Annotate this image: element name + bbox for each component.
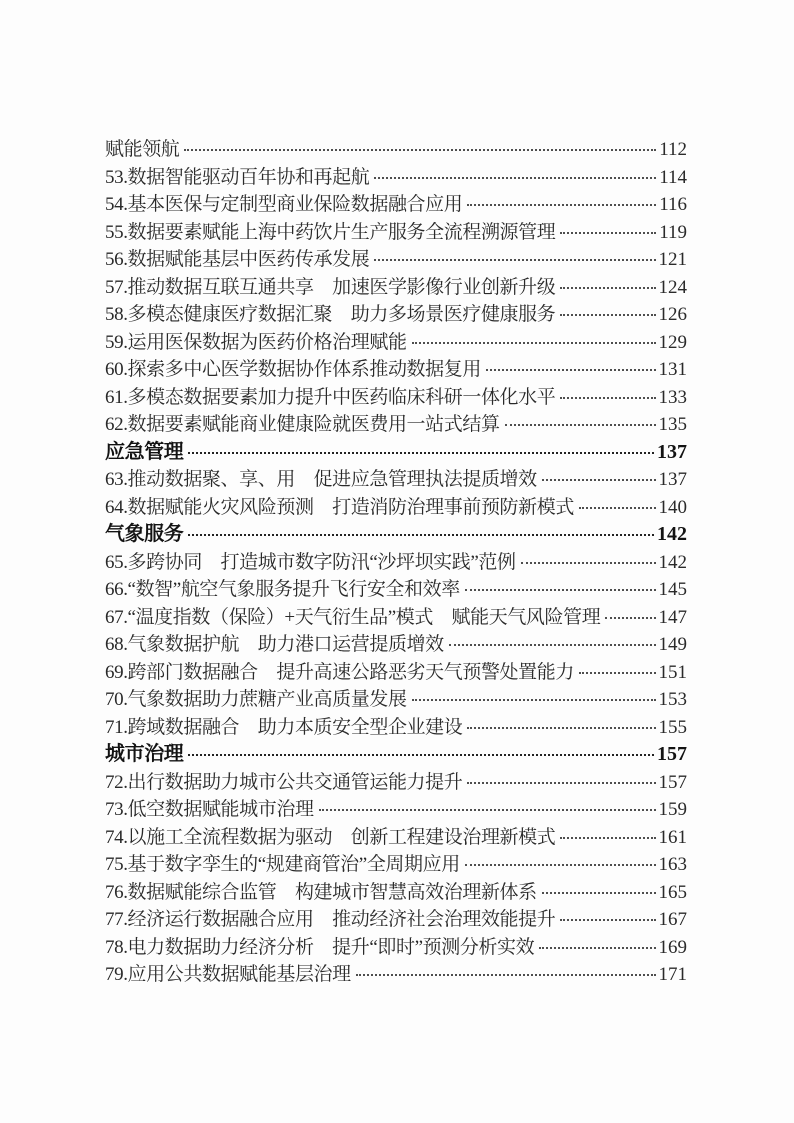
toc-entry-row xyxy=(105,906,687,934)
toc-page-number: 137 xyxy=(657,440,687,463)
dot-leader xyxy=(188,534,654,536)
toc-page-number: 126 xyxy=(658,304,687,325)
toc-entry-label: 60.探索多中心医学数据协作体系推动数据复用 xyxy=(105,359,481,380)
toc-entry-row xyxy=(105,796,687,824)
toc-page-number: 129 xyxy=(658,331,687,353)
toc-entry-label: 77.经济运行数据融合应用 推动经济社会治理效能提升 xyxy=(105,909,556,930)
toc-page-number: 121 xyxy=(658,249,687,270)
dot-leader xyxy=(560,919,655,921)
toc-page-number: 159 xyxy=(658,799,687,820)
dot-leader xyxy=(505,424,656,426)
dot-leader xyxy=(188,754,654,756)
toc-page-number: 163 xyxy=(658,854,687,875)
toc-page-number: 161 xyxy=(658,826,687,848)
toc-entry-label: 69.跨部门数据融合 提升高速公路恶劣天气预警处置能力 xyxy=(105,661,574,683)
dot-leader xyxy=(356,974,656,976)
dot-leader xyxy=(579,672,656,674)
toc-entry-label: 68.气象数据护航 助力港口运营提质增效 xyxy=(105,634,444,655)
toc-entry-row xyxy=(105,219,687,247)
toc-entry-row xyxy=(105,466,687,494)
dot-leader xyxy=(605,617,655,619)
toc-page-number: 131 xyxy=(658,359,687,380)
toc-page-number: 137 xyxy=(658,469,687,490)
toc-entry-label: 57.推动数据互联互通共享 加速医学影像行业创新升级 xyxy=(105,276,556,298)
toc-entry-label: 61.多模态数据要素加力提升中医药临床科研一体化水平 xyxy=(105,386,556,408)
toc-page-number: 142 xyxy=(657,523,687,545)
toc-entry-row xyxy=(105,164,687,192)
toc-page-number: 171 xyxy=(658,964,687,985)
toc-page-number: 124 xyxy=(658,276,687,298)
dot-leader xyxy=(560,837,655,839)
toc-entry-row xyxy=(105,356,687,384)
toc-page-number: 149 xyxy=(658,634,687,655)
dot-leader xyxy=(542,892,656,894)
toc-page-number: 151 xyxy=(658,661,687,683)
toc-page-number: 116 xyxy=(659,194,687,215)
toc-entry-label: 72.出行数据助力城市公共交通管运能力提升 xyxy=(105,771,463,793)
toc-entry-label: 63.推动数据聚、享、用 促进应急管理执法提质增效 xyxy=(105,469,537,490)
toc-entry-label: 64.数据赋能火灾风险预测 打造消防治理事前预防新模式 xyxy=(105,496,574,518)
toc-entry-row xyxy=(105,714,687,742)
toc-entry-label: 赋能领航 xyxy=(105,139,180,160)
dot-leader xyxy=(560,397,655,399)
dot-leader xyxy=(542,479,656,481)
dot-leader xyxy=(188,452,654,454)
toc-entry-row xyxy=(105,851,687,879)
toc-entry-row xyxy=(105,769,687,797)
dot-leader xyxy=(467,727,655,729)
toc-page-number: 169 xyxy=(658,936,687,958)
toc-entry-label: 75.基于数字孪生的“规建商管治”全周期应用 xyxy=(105,854,460,875)
dot-leader xyxy=(560,232,656,234)
toc-page-number: 140 xyxy=(658,496,687,518)
toc-section-row xyxy=(105,741,687,769)
toc-entry-row xyxy=(105,824,687,852)
toc-entry-label: 气象服务 xyxy=(105,523,184,545)
toc-entry-row xyxy=(105,136,687,164)
dot-leader xyxy=(184,149,656,151)
toc-entry-row xyxy=(105,934,687,962)
toc-entry-label: 55.数据要素赋能上海中药饮片生产服务全流程溯源管理 xyxy=(105,221,556,243)
dot-leader xyxy=(539,947,655,949)
toc-entry-label: 78.电力数据助力经济分析 提升“即时”预测分析实效 xyxy=(105,936,535,958)
toc-entry-row xyxy=(105,411,687,439)
toc-entry-row xyxy=(105,329,687,357)
toc-entry-label: 76.数据赋能综合监管 构建城市智慧高效治理新体系 xyxy=(105,881,537,903)
dot-leader xyxy=(486,369,656,371)
toc-entry-label: 73.低空数据赋能城市治理 xyxy=(105,799,314,820)
toc-entry-row xyxy=(105,191,687,219)
dot-leader xyxy=(467,782,655,784)
dot-leader xyxy=(560,287,655,289)
toc-entry-label: 70.气象数据助力蔗糖产业高质量发展 xyxy=(105,689,407,710)
toc-entry-label: 71.跨域数据融合 助力本质安全型企业建设 xyxy=(105,716,463,738)
toc-entry-label: 城市治理 xyxy=(105,743,184,765)
toc-entry-label: 65.多跨协同 打造城市数字防汛“沙坪坝实践”范例 xyxy=(105,551,516,573)
toc-entry-row xyxy=(105,301,687,329)
toc-entry-row xyxy=(105,246,687,274)
toc-page-number: 135 xyxy=(658,414,687,435)
toc-entry-row xyxy=(105,659,687,687)
toc-entry-label: 59.运用医保数据为医药价格治理赋能 xyxy=(105,331,407,353)
toc-section-row xyxy=(105,439,687,467)
toc-entry-row xyxy=(105,631,687,659)
toc-page-number: 112 xyxy=(659,139,687,160)
dot-leader xyxy=(465,589,656,591)
toc-page-number: 133 xyxy=(658,386,687,408)
dot-leader xyxy=(560,314,655,316)
dot-leader xyxy=(412,699,656,701)
toc-page-number: 165 xyxy=(658,881,687,903)
dot-leader xyxy=(465,864,656,866)
toc-page-number: 119 xyxy=(659,221,687,243)
toc-entry-label: 54.基本医保与定制型商业保险数据融合应用 xyxy=(105,194,463,215)
toc-entry-label: 67.“温度指数（保险）+天气衍生品”模式 赋能天气风险管理 xyxy=(105,606,601,628)
toc-page-number: 145 xyxy=(658,579,687,600)
toc-entry-row xyxy=(105,604,687,632)
toc-entry-label: 56.数据赋能基层中医药传承发展 xyxy=(105,249,370,270)
dot-leader xyxy=(374,177,656,179)
toc-entry-label: 53.数据智能驱动百年协和再起航 xyxy=(105,166,370,188)
dot-leader xyxy=(467,204,656,206)
toc-page-number: 157 xyxy=(657,743,687,765)
toc-entry-row xyxy=(105,576,687,604)
toc-page-number: 142 xyxy=(658,551,687,573)
toc-page-number: 155 xyxy=(658,716,687,738)
toc-entry-label: 66.“数智”航空气象服务提升飞行安全和效率 xyxy=(105,579,460,600)
toc-entry-row xyxy=(105,549,687,577)
toc-entry-row xyxy=(105,494,687,522)
toc-entry-label: 74.以施工全流程数据为驱动 创新工程建设治理新模式 xyxy=(105,826,556,848)
toc-page-number: 147 xyxy=(658,606,687,628)
table-of-contents xyxy=(105,136,687,989)
toc-entry-row xyxy=(105,274,687,302)
toc-entry-row xyxy=(105,961,687,989)
dot-leader xyxy=(319,809,656,811)
dot-leader xyxy=(412,342,656,344)
toc-entry-label: 62.数据要素赋能商业健康险就医费用一站式结算 xyxy=(105,414,500,435)
dot-leader xyxy=(449,644,656,646)
toc-entry-label: 58.多模态健康医疗数据汇聚 助力多场景医疗健康服务 xyxy=(105,304,556,325)
toc-section-row xyxy=(105,521,687,549)
dot-leader xyxy=(579,507,656,509)
toc-entry-row xyxy=(105,879,687,907)
toc-page-number: 114 xyxy=(659,166,687,188)
toc-page-number: 167 xyxy=(658,909,687,930)
dot-leader xyxy=(374,259,655,261)
toc-page-number: 157 xyxy=(658,771,687,793)
toc-entry-row xyxy=(105,384,687,412)
toc-entry-label: 应急管理 xyxy=(105,440,184,463)
toc-entry-label: 79.应用公共数据赋能基层治理 xyxy=(105,964,351,985)
toc-page-number: 153 xyxy=(658,689,687,710)
toc-entry-row xyxy=(105,686,687,714)
dot-leader xyxy=(521,562,656,564)
